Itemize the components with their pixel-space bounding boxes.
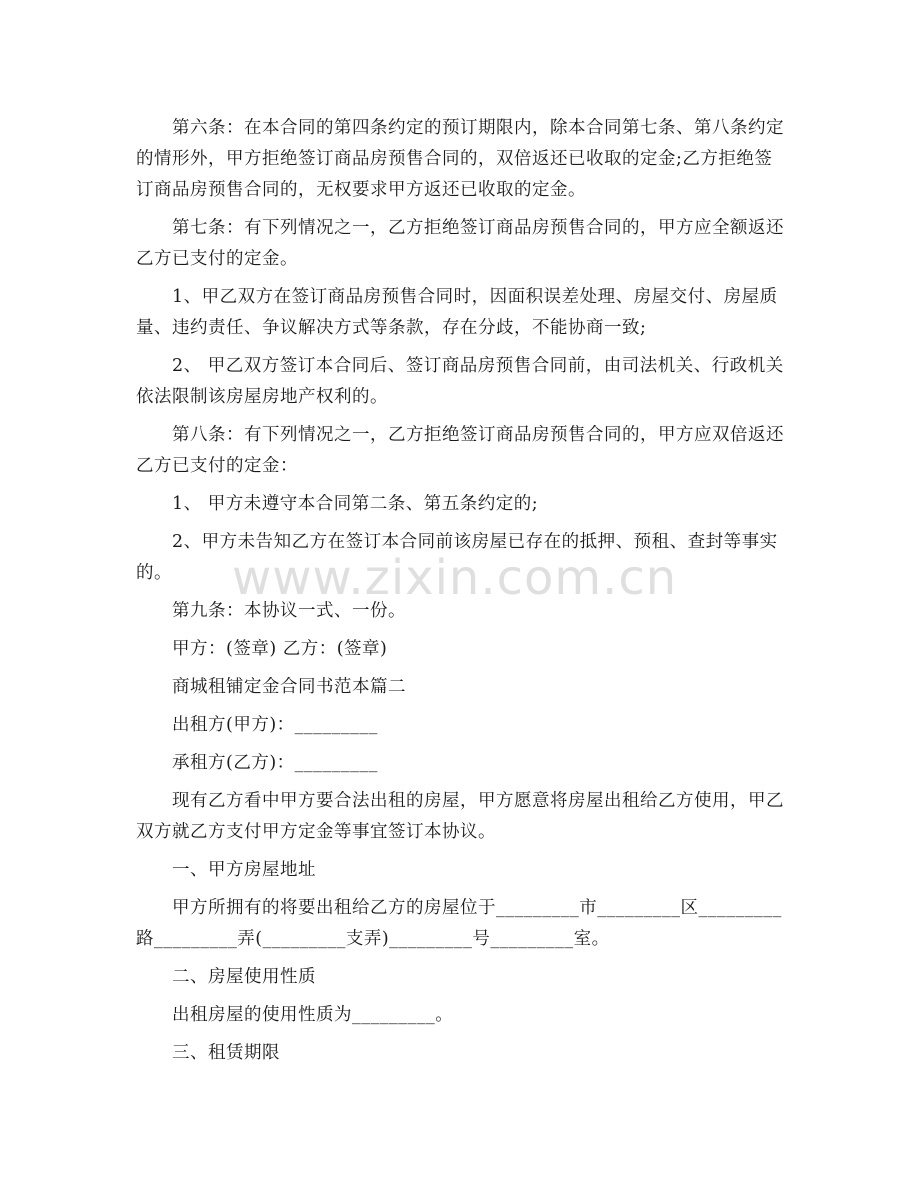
clause-7: 第七条：有下列情况之一，乙方拒绝签订商品房预售合同的，甲方应全额返还乙方已支付的定金。 — [136, 218, 784, 269]
clause-7-item-2: 2、 甲乙双方签订本合同后、签订商品房预售合同前，由司法机关、行政机关依法限制该房屋房地产权利的。 — [136, 356, 784, 407]
heading-usage: 二、房屋使用性质 — [172, 967, 316, 987]
clause-8-item-2: 2、甲方未告知乙方在签订本合同前该房屋已存在的抵押、预租、查封等事实的。 — [136, 532, 778, 583]
preamble: 现有乙方看中甲方要合法出租的房屋，甲方愿意将房屋出租给乙方使用，甲乙双方就乙方支付甲方定金等事宜签订本协议。 — [136, 791, 784, 842]
clause-9: 第九条：本协议一式、一份。 — [172, 601, 406, 621]
lessor-field: 出租方(甲方)：_________ — [172, 715, 378, 735]
clause-7-item-1: 1、甲乙双方在签订商品房预售合同时，因面积误差处理、房屋交付、房屋质量、违约责任、争议解决方式等条款，存在分歧，不能协商一致; — [136, 287, 778, 338]
watermark: www.zixin.com.cn — [232, 550, 678, 606]
clause-8-item-1: 1、 甲方未遵守本合同第二条、第五条约定的; — [172, 494, 539, 514]
lessee-field: 承租方(乙方)：_________ — [172, 753, 378, 773]
heading-term: 三、租赁期限 — [172, 1043, 280, 1063]
clause-8: 第八条：有下列情况之一，乙方拒绝签订商品房预售合同的，甲方应双倍返还乙方已支付的定金： — [136, 425, 784, 476]
heading-address: 一、甲方房屋地址 — [172, 860, 316, 880]
clause-6: 第六条：在本合同的第四条约定的预订期限内，除本合同第七条、第八条约定的情形外，甲方拒绝签订商品房预售合同的，双倍返还已收取的定金;乙方拒绝签订商品房预售合同的，无权要求甲方返还已收取的定金。 — [136, 118, 784, 200]
usage-clause: 出租房屋的使用性质为_________。 — [172, 1005, 454, 1025]
address-clause: 甲方所拥有的将要出租给乙方的房屋位于_________市_________区_________路_________弄(_________支弄)_________号_________室。 — [136, 898, 782, 949]
section-title: 商城租铺定金合同书范本篇二 — [172, 677, 406, 697]
signature-line: 甲方：(签章) 乙方：(签章) — [172, 639, 388, 659]
